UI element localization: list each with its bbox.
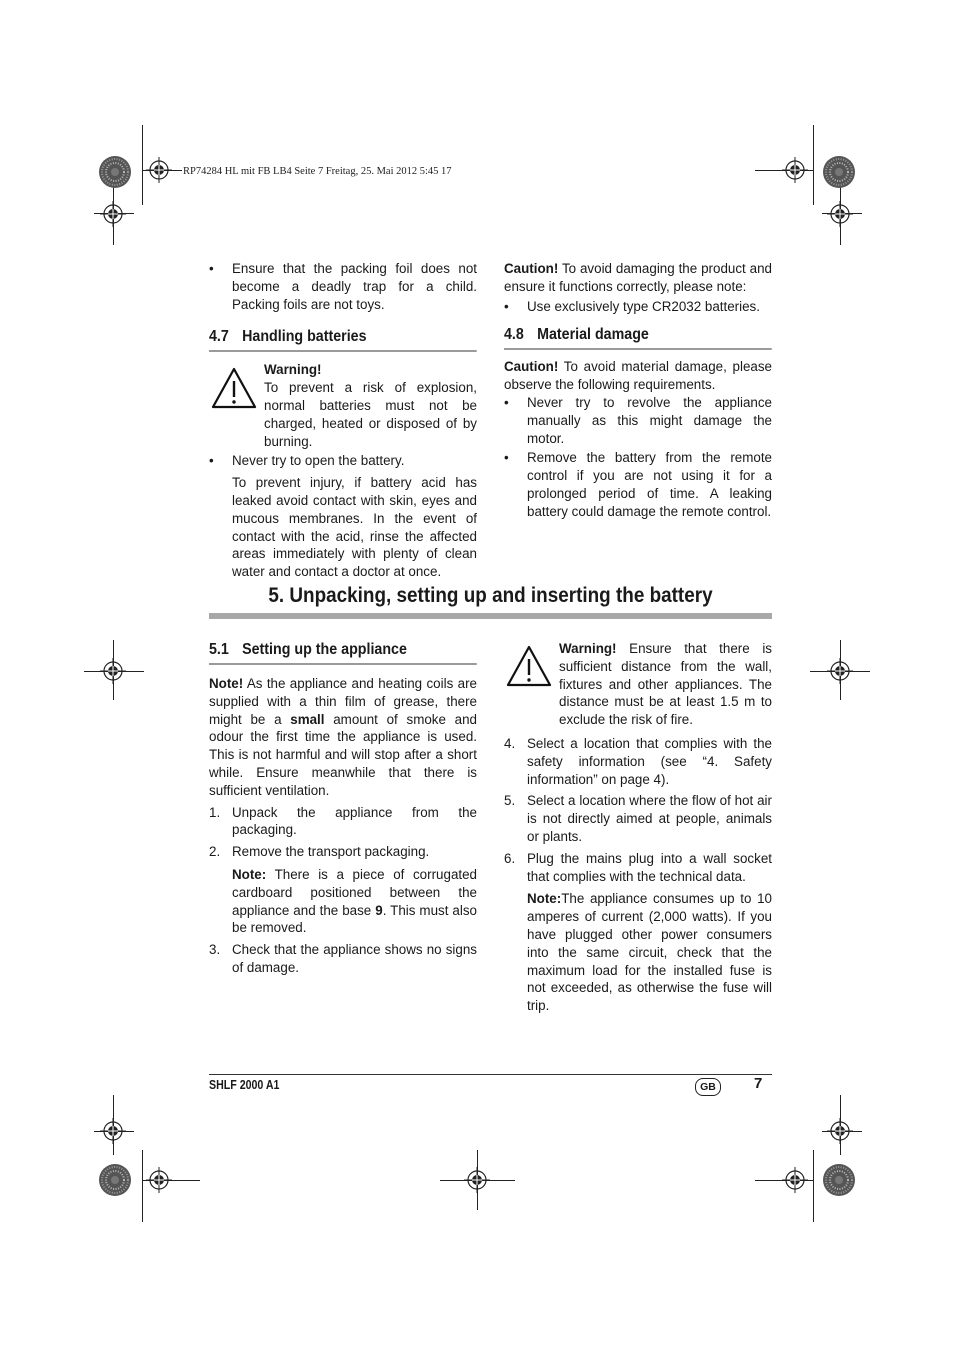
warning-triangle-icon: [506, 645, 552, 687]
color-wheel-icon: [99, 1164, 131, 1196]
warning-block: Warning! To prevent a risk of explosion, normal batteries must not be charged, heated or disposed of by burning.: [209, 361, 477, 450]
color-wheel-icon: [99, 156, 131, 188]
injury-paragraph: To prevent injury, if battery acid has leaked avoid contact with skin, eyes and mucous membranes. In the event of contact with the acid, rinse the affected areas immediately with plenty of clean water and contact a doctor at once.: [232, 475, 477, 580]
registration-mark-icon: [464, 1167, 490, 1193]
caution-paragraph: Caution! To avoid damaging the product and ensure it functions correctly, please note:: [504, 261, 772, 294]
registration-mark-icon: [782, 157, 808, 183]
color-wheel-icon: [823, 1164, 855, 1196]
list-item: • Never try to revolve the appliance manually as this might damage the motor.: [504, 394, 772, 446]
list-item: • Use exclusively type CR2032 batteries.: [504, 298, 760, 314]
chapter-rule: [209, 613, 772, 619]
left-column-bottom: [209, 640, 477, 977]
registration-mark-icon: [146, 1167, 172, 1193]
section-heading-5-1: 5.1 Setting up the appliance: [209, 640, 477, 665]
list-item: • Ensure that the packing foil does not become a deadly trap for a child. Packing foils are not toys.: [209, 261, 477, 312]
section-heading-4-8: 4.8 Material damage: [504, 325, 772, 350]
left-column-top: [209, 260, 477, 581]
note-paragraph: Note: There is a piece of corrugated cardboard positioned between the appliance and the base 9. This must also be removed.: [232, 866, 477, 936]
chapter-title: 5. Unpacking, setting up and inserting the battery: [268, 584, 713, 607]
footer-model: SHLF 2000 A1: [209, 1078, 280, 1092]
warning-block: Warning! Ensure that there is sufficient distance from the wall, fixtures and other appliances. The distance must be at least 1.5 m to exclude the risk of fire.: [504, 640, 772, 729]
list-item: 5. Select a location where the flow of hot air is not directly aimed at people, animals or plants.: [504, 793, 772, 844]
warning-triangle-icon: [211, 367, 257, 409]
list-item: • Never try to open the battery.: [209, 453, 405, 469]
registration-mark-icon: [827, 1118, 853, 1144]
note-paragraph: Note! As the appliance and heating coils are supplied with a thin film of grease, there might be a small amount of smoke and odour the first time the appliance is used. This is not harmful and will stop after a short while. Ensure meanwhile that there is sufficient ventilation.: [209, 676, 477, 798]
list-item: • Remove the battery from the remote control if you are not using it for a prolonged period of time. A leaking battery could damage the remote control.: [504, 450, 772, 519]
list-item: 1. Unpack the appliance from the packaging.: [209, 804, 477, 838]
right-column-bottom: [504, 640, 772, 1015]
caution-paragraph: Caution! To avoid material damage, please observe the following requirements.: [504, 359, 772, 393]
registration-mark-icon: [146, 157, 172, 183]
footer-rule: [209, 1074, 772, 1075]
registration-mark-icon: [100, 201, 126, 227]
registration-mark-icon: [827, 201, 853, 227]
print-info: RP74284 HL mit FB LB4 Seite 7 Freitag, 25. Mai 2012 5:45 17: [183, 166, 452, 177]
registration-mark-icon: [100, 658, 126, 684]
list-item: 2. Remove the transport packaging.: [209, 844, 430, 860]
registration-mark-icon: [100, 1118, 126, 1144]
note-paragraph: Note:The appliance consumes up to 10 amperes of current (2,000 watts). If you have plugged other power consumers into the same circuit, check that the maximum load for the installed fuse is not exceeded, as otherwise the fuse will trip.: [527, 891, 772, 1014]
section-heading-4-7: 4.7 Handling batteries: [209, 327, 477, 352]
list-item: 4. Select a location that complies with the safety information (see “4. Safety information” on page 4).: [504, 735, 772, 787]
page-number: 7: [754, 1075, 763, 1092]
list-item: 6. Plug the mains plug into a wall socket that complies with the technical data.: [504, 850, 772, 884]
color-wheel-icon: [823, 156, 855, 188]
registration-mark-icon: [782, 1167, 808, 1193]
registration-mark-icon: [827, 658, 853, 684]
language-badge: GB: [695, 1078, 721, 1096]
list-item: 3. Check that the appliance shows no signs of damage.: [209, 942, 477, 975]
right-column-top: [504, 260, 772, 521]
